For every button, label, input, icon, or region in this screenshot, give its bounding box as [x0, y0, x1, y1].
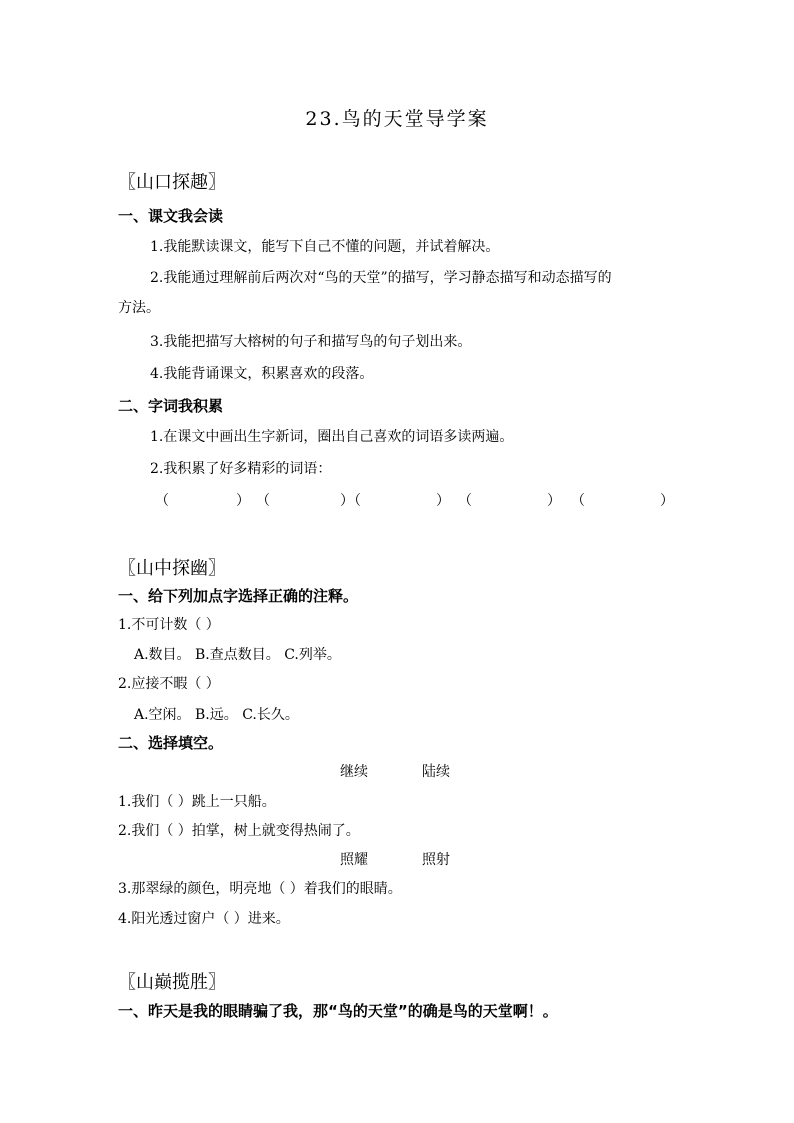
subsection-title-words: 二、字词我积累	[118, 397, 224, 415]
blank-paren: （	[571, 493, 585, 509]
blank-paren: ）	[547, 493, 561, 509]
blank-paren: ）	[660, 493, 674, 509]
objective-item-4: 4.我能背诵课文，积累喜欢的段落。	[150, 366, 374, 382]
subsection-title-fill: 二、选择填空。	[118, 734, 224, 752]
question-2: 2.应接不暇（ ）	[118, 676, 220, 692]
blank-paren: ）	[236, 493, 250, 509]
word-item-2: 2.我积累了好多精彩的词语：	[150, 461, 332, 477]
objective-item-1: 1.我能默读课文，能写下自己不懂的问题，并试着解决。	[150, 239, 500, 255]
blank-paren: （	[155, 493, 169, 509]
objective-item-2: 2.我能通过理解前后两次对“鸟的天堂”的描写，学习静态描写和动态描写的	[150, 270, 612, 286]
section-heading-shandian: 〖山巅揽胜〗	[118, 972, 226, 993]
objective-item-3: 3.我能把描写大榕树的句子和描写鸟的句子划出来。	[150, 334, 472, 350]
blank-paren: ）（	[340, 493, 361, 509]
choice-word: 继续	[340, 764, 368, 780]
question-1: 1.不可计数（ ）	[118, 617, 220, 633]
fill-line-4: 4.阳光透过窗户（ ）进来。	[118, 911, 290, 927]
fill-line-3: 3.那翠绿的颜色，明亮地（ ）着我们的眼睛。	[118, 881, 402, 897]
subsection-title-summit: 一、昨天是我的眼睛骗了我，那“鸟的天堂”的确是鸟的天堂啊！。	[118, 1002, 558, 1020]
blank-paren: （	[256, 493, 270, 509]
objective-item-2-cont: 方法。	[118, 300, 160, 316]
blank-paren: ）	[436, 493, 450, 509]
section-heading-shankou: 〖山口探趣〗	[118, 172, 226, 193]
subsection-title-read: 一、课文我会读	[118, 207, 224, 225]
subsection-title-annotation: 一、给下列加点字选择正确的注释。	[118, 587, 359, 605]
blank-paren: （	[458, 493, 472, 509]
choice-word: 照射	[422, 852, 450, 868]
fill-line-2: 2.我们（ ）拍掌，树上就变得热闹了。	[118, 823, 360, 839]
page-title: 23.鸟的天堂导学案	[305, 108, 489, 130]
word-item-1: 1.在课文中画出生字新词，圈出自己喜欢的词语多读两遍。	[150, 429, 514, 445]
choice-word: 照耀	[340, 852, 368, 868]
question-1-options: A.数目。 B.查点数目。 C.列举。	[134, 647, 341, 663]
section-heading-shanzhong: 〖山中探幽〗	[118, 558, 226, 579]
question-2-options: A.空闲。 B.远。 C.长久。	[134, 707, 299, 723]
choice-word: 陆续	[422, 764, 450, 780]
fill-line-1: 1.我们（ ）跳上一只船。	[118, 794, 276, 810]
